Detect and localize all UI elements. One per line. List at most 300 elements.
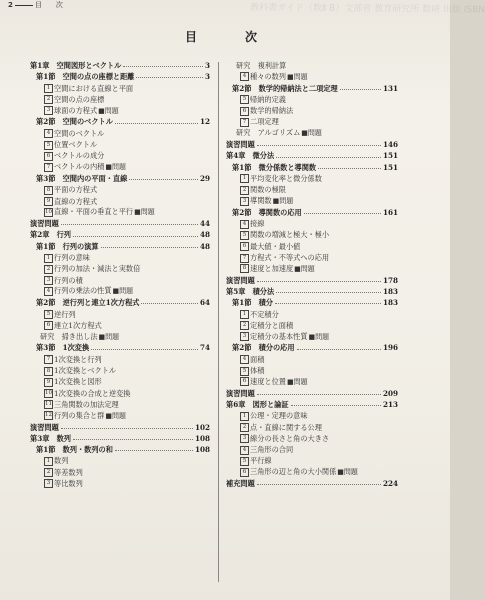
section-number-box: 8 [44, 186, 53, 195]
toc-entry-text [226, 150, 274, 161]
leader-dots [257, 394, 381, 395]
toc-entry-label: ベクトルの成分 [54, 151, 105, 161]
toc-entry-text [236, 127, 323, 139]
toc-entry-label: ベクトルの内積 [54, 162, 105, 172]
toc-entry [30, 275, 210, 286]
toc-entry-label: 等比数列 [54, 478, 83, 488]
leader-dots [129, 179, 198, 180]
toc-entry-label: 種々の数列 [250, 71, 286, 81]
leader-dots [257, 281, 381, 282]
toc-entry-text [44, 94, 104, 105]
toc-page-number: 224 [382, 478, 398, 488]
toc-entry-label: 1次変換の合成と逆変換 [54, 388, 131, 398]
toc-entry-text [236, 60, 286, 71]
toc-entry-text [226, 275, 255, 286]
toc-entry [226, 467, 398, 478]
toc-entry [226, 116, 398, 127]
toc-entry [30, 399, 210, 410]
section-number-box: 1 [44, 84, 53, 93]
toc-entry-label: 三角形の辺と角の大小関係 [250, 467, 337, 477]
toc-entry-text [44, 399, 119, 410]
toc-entry-label: 第2節 導関数の応用 [232, 207, 302, 217]
bleed-through-text: 教科書ガイド（数Ⅱ B）文部省 教育研究所 数研 出版 ISBN [250, 2, 485, 16]
toc-entry-label: 逆行列 [54, 309, 76, 319]
toc-entry-label: 速度と加速度 [250, 263, 294, 273]
toc-entry [226, 354, 398, 365]
toc-entry-text [240, 252, 329, 263]
toc-entry-text [226, 399, 289, 410]
toc-entry-text [44, 128, 104, 139]
column-divider [218, 62, 219, 582]
toc-entry [30, 263, 210, 274]
toc-entry-text [232, 342, 295, 353]
toc-entry-label: 研究 アルゴリズム [236, 128, 301, 138]
toc-page-number: 131 [382, 83, 398, 93]
toc-entry-text [36, 241, 99, 252]
toc-entry-label: 演習問題 [226, 140, 255, 150]
toc-entry [226, 241, 398, 252]
problem-marker: ■問題 [272, 197, 294, 206]
toc-entry-text [226, 478, 255, 489]
problem-marker: ■問題 [286, 72, 308, 81]
toc-entry-text [232, 162, 316, 173]
leader-dots [73, 236, 198, 237]
section-number-box: 7 [240, 254, 249, 263]
toc-entry [226, 196, 398, 207]
toc-entry [30, 467, 210, 478]
section-number-box: 4 [240, 446, 249, 455]
toc-entry [30, 309, 210, 320]
section-number-box: 5 [240, 95, 249, 104]
toc-entry [30, 252, 210, 263]
section-number-box: 8 [240, 264, 249, 273]
toc-page-number: 29 [199, 173, 210, 183]
toc-entry-label: 定積分の基本性質 [250, 331, 308, 341]
toc-entry [226, 94, 398, 105]
toc-entry-text [44, 105, 120, 117]
problem-marker: ■問題 [98, 106, 119, 115]
toc-entry-text [44, 376, 102, 387]
problem-marker: ■問題 [112, 287, 134, 296]
toc-entry [30, 354, 210, 365]
toc-entry-label: 公理・定理の意味 [250, 411, 308, 421]
section-number-box: 5 [240, 231, 249, 240]
toc-entry-label: 行列の集合と群 [54, 410, 105, 420]
toc-entry-label: 1次変換と行列 [54, 354, 102, 364]
section-number-box: 6 [44, 321, 53, 330]
section-number-box: 7 [44, 163, 53, 172]
toc-entry-label: 第1節 空間の点の座標と距離 [36, 72, 135, 82]
toc-entry [226, 297, 398, 308]
toc-entry-label: 1次変換と図形 [54, 377, 102, 387]
toc-entry-label: 空間における直線と平面 [54, 83, 134, 93]
toc-left-column [30, 60, 210, 489]
toc-entry-text [240, 422, 322, 433]
toc-entry [226, 162, 398, 173]
toc-entry-text [240, 444, 293, 455]
toc-entry-label: 関数の極限 [250, 185, 286, 195]
toc-entry-label: 三角関数の加法定理 [54, 399, 119, 409]
toc-page-number: 3 [204, 72, 210, 82]
toc-entry-label: 関数の増減と極大・極小 [250, 230, 330, 240]
toc-page-number: 74 [199, 343, 210, 353]
toc-entry [226, 433, 398, 444]
problem-marker: ■問題 [134, 208, 155, 217]
toc-entry-label: 線分の長さと角の大きさ [250, 433, 330, 443]
toc-entry-label: 第6章 図形と論証 [226, 399, 289, 409]
toc-entry-text [44, 455, 68, 466]
toc-page-number: 196 [382, 343, 398, 353]
toc-entry-text [240, 466, 359, 478]
toc-entry-text [44, 365, 116, 376]
problem-marker: ■問題 [308, 332, 330, 341]
section-number-box: 4 [240, 72, 249, 81]
toc-entry-label: 体積 [250, 366, 265, 376]
section-number-box: 5 [240, 457, 249, 466]
toc-entry-text [44, 309, 76, 320]
toc-entry [226, 399, 398, 410]
toc-entry-label: 平面の方程式 [54, 185, 98, 195]
toc-entry-text [44, 139, 97, 150]
problem-marker: ■問題 [105, 411, 126, 420]
section-number-box: 3 [44, 479, 53, 488]
toc-entry [226, 444, 398, 455]
toc-entry [30, 444, 210, 455]
toc-entry-label: 第3章 数列 [30, 433, 71, 443]
toc-entry-text [240, 71, 309, 83]
toc-page-number: 64 [199, 298, 210, 308]
toc-entry-text [240, 195, 294, 207]
toc-entry-text [232, 297, 273, 308]
toc-entry-label: 空間のベクトル [54, 128, 105, 138]
toc-page-number: 209 [382, 388, 398, 398]
toc-entry-text [240, 320, 293, 331]
toc-entry [226, 229, 398, 240]
toc-entry-text [30, 433, 71, 444]
section-number-box: 6 [240, 107, 249, 116]
toc-page-number: 146 [382, 140, 398, 150]
toc-entry-text [44, 263, 140, 274]
toc-entry [226, 376, 398, 387]
section-number-box: 5 [44, 310, 53, 319]
toc-entry-label: 平行線 [250, 456, 272, 466]
toc-entry-text [36, 342, 89, 353]
toc-entry [30, 128, 210, 139]
toc-entry-text [240, 105, 293, 116]
section-number-box: 7 [44, 355, 53, 364]
header-label: 目 次 [34, 1, 63, 9]
toc-page-number: 3 [204, 61, 210, 70]
toc-entry-text [44, 150, 104, 161]
toc-entry-text [44, 252, 90, 263]
toc-entry [226, 309, 398, 320]
problem-marker: ■問題 [294, 264, 315, 273]
toc-entry [226, 365, 398, 376]
toc-entry [226, 275, 398, 286]
toc-entry [30, 297, 210, 308]
toc-page-number: 44 [199, 219, 210, 229]
toc-entry [226, 422, 398, 433]
section-number-box: 11 [45, 401, 52, 408]
toc-entry [30, 94, 210, 105]
toc-page-number: 12 [199, 117, 210, 127]
toc-entry-label: 位置ベクトル [54, 140, 98, 150]
section-number-box: 8 [44, 367, 53, 376]
toc-entry [226, 320, 398, 331]
section-number-box: 1 [44, 457, 53, 466]
section-number-box: 7 [240, 118, 249, 127]
toc-entry-text [36, 297, 139, 308]
toc-entry-label: 第2節 積分の応用 [232, 343, 295, 353]
section-number-box: 1 [240, 174, 249, 183]
toc-entry-label: 第3節 1次変換 [36, 343, 90, 353]
toc-page-number: 161 [382, 207, 398, 217]
toc-entry-label: 研究 掃き出し法 [40, 331, 98, 341]
toc-entry-label: 第2節 数学的帰納法と二項定理 [232, 83, 338, 93]
section-number-box: 2 [44, 95, 53, 104]
toc-entry [226, 207, 398, 218]
leader-dots [115, 123, 198, 124]
toc-entry [30, 71, 210, 82]
toc-entry [30, 116, 210, 127]
toc-entry-text [44, 354, 102, 365]
section-number-box: 6 [44, 152, 53, 161]
leader-dots [275, 303, 381, 304]
problem-marker: ■問題 [337, 468, 358, 477]
toc-entry-text [44, 320, 102, 331]
toc-entry-label: 三角形の合同 [250, 445, 294, 455]
toc-entry-text [226, 388, 255, 399]
leader-dots [73, 439, 193, 440]
toc-entry [226, 388, 398, 399]
section-number-box: 3 [240, 434, 249, 443]
toc-entry-text [30, 422, 59, 433]
toc-entry-label: 最大値・最小値 [250, 241, 301, 251]
toc-entry [30, 320, 210, 331]
toc-entry-label: 帰納的定義 [250, 94, 286, 104]
toc-entry-label: 二項定理 [250, 117, 279, 127]
toc-entry-label: 行列の加法・減法と実数倍 [54, 264, 141, 274]
toc-entry-text [240, 229, 329, 240]
toc-entry-text [240, 455, 272, 466]
section-number-box: 4 [44, 129, 53, 138]
toc-entry-text [44, 184, 97, 195]
leader-dots [318, 168, 381, 169]
leader-dots [115, 450, 193, 451]
toc-entry-text [240, 116, 279, 127]
toc-entry-text [44, 478, 83, 489]
leader-dots [141, 303, 198, 304]
toc-entry-text [30, 60, 121, 71]
toc-entry [226, 71, 398, 82]
toc-entry-label: 行列の乗法の性質 [54, 286, 112, 296]
toc-entry [30, 173, 210, 184]
toc-entry [30, 60, 210, 71]
toc-entry-text [240, 94, 286, 105]
leader-dots [276, 292, 381, 293]
toc-entry-text [240, 365, 264, 376]
toc-entry-label: 演習問題 [226, 388, 255, 398]
section-number-box: 2 [44, 468, 53, 477]
toc-entry [226, 478, 398, 489]
toc-entry-label: 定積分と面積 [250, 320, 294, 330]
toc-entry-text [44, 275, 83, 286]
toc-entry-label: 等差数列 [54, 467, 83, 477]
toc-entry-text [240, 309, 279, 320]
toc-entry-label: 演習問題 [30, 422, 59, 432]
toc-entry-label: 1次変換とベクトル [54, 366, 117, 376]
toc-entry-label: 第2節 逆行列と連立1次方程式 [36, 298, 140, 308]
toc-page-number: 151 [382, 162, 398, 172]
toc-page-number: 108 [194, 433, 210, 443]
toc-entry-text [36, 116, 113, 127]
section-number-box: 2 [240, 423, 249, 432]
toc-entry [30, 331, 210, 342]
toc-entry-label: 平均変化率と微分係数 [250, 173, 322, 183]
toc-entry-label: 数列 [54, 456, 69, 466]
toc-entry [226, 150, 398, 161]
section-number-box: 9 [44, 197, 53, 206]
toc-entry [30, 83, 210, 94]
toc-entry-label: 演習問題 [226, 275, 255, 285]
toc-entry [226, 139, 398, 150]
toc-entry-text [36, 444, 113, 455]
toc-entry [226, 184, 398, 195]
toc-entry [226, 105, 398, 116]
section-number-box: 6 [240, 242, 249, 251]
toc-entry-text [30, 229, 71, 240]
toc-entry [30, 139, 210, 150]
toc-entry [30, 241, 210, 252]
toc-entry [226, 218, 398, 229]
leader-dots [304, 213, 381, 214]
section-number-box: 4 [240, 355, 249, 364]
toc-entry-text [44, 388, 130, 399]
section-number-box: 2 [44, 265, 53, 274]
toc-entry [30, 422, 210, 433]
section-number-box: 3 [44, 276, 53, 285]
toc-entry-label: 第2章 行列 [30, 230, 71, 240]
page-title: 目 次 [185, 30, 276, 44]
toc-entry [30, 433, 210, 444]
section-number-box: 9 [44, 378, 53, 387]
toc-entry [226, 263, 398, 274]
section-number-box: 1 [240, 310, 249, 319]
toc-entry-text [226, 286, 274, 297]
leader-dots [101, 247, 198, 248]
problem-marker: ■問題 [105, 163, 126, 172]
section-number-box: 3 [44, 106, 53, 115]
toc-entry [30, 455, 210, 466]
toc-entry-label: 第3節 空間内の平面・直線 [36, 173, 128, 183]
toc-entry-text [44, 285, 134, 297]
toc-entry-text [240, 433, 329, 444]
toc-entry-label: 球面の方程式 [54, 105, 98, 115]
toc-page-number: 151 [382, 151, 398, 161]
toc-entry [30, 376, 210, 387]
toc-entry-text [44, 83, 133, 94]
toc-entry-text [30, 218, 59, 229]
toc-entry [30, 105, 210, 116]
toc-page-number: 108 [194, 445, 210, 455]
leader-dots [340, 89, 381, 90]
toc-entry-text [240, 173, 322, 184]
toc-entry [30, 207, 210, 218]
toc-entry-label: 点・直線に関する公理 [250, 422, 322, 432]
toc-entry-text [240, 410, 308, 421]
toc-entry-label: 導関数 [250, 196, 272, 206]
toc-page-number: 102 [194, 422, 210, 432]
toc-entry-label: 第1節 行列の演算 [36, 241, 99, 251]
toc-entry-text [232, 207, 302, 218]
toc-entry-label: 第1節 微分係数と導関数 [232, 162, 317, 172]
leader-dots [257, 145, 381, 146]
section-number-box: 2 [240, 186, 249, 195]
leader-dots [291, 405, 381, 406]
toc-entry-label: 連立1次方程式 [54, 320, 102, 330]
section-number-box: 4 [44, 287, 53, 296]
section-number-box: 12 [45, 412, 52, 419]
toc-entry-text [232, 83, 338, 94]
toc-entry [30, 184, 210, 195]
toc-entry-text [240, 376, 309, 388]
toc-entry [226, 342, 398, 353]
section-number-box: 10 [45, 208, 52, 215]
toc-entry-label: 速度と位置 [250, 376, 286, 386]
toc-entry [226, 128, 398, 139]
toc-entry [30, 342, 210, 353]
toc-entry [30, 218, 210, 229]
toc-entry [30, 410, 210, 421]
toc-entry-label: 数学的帰納法 [250, 106, 294, 116]
toc-page-number: 183 [382, 298, 398, 308]
toc-entry-label: 第1節 積分 [232, 298, 273, 308]
leader-dots [276, 157, 381, 158]
problem-marker: ■問題 [286, 377, 308, 386]
toc-entry-label: 直線の方程式 [54, 196, 98, 206]
toc-entry-label: 不定積分 [250, 309, 279, 319]
toc-entry [30, 229, 210, 240]
page-header [8, 0, 128, 10]
toc-entry [30, 196, 210, 207]
toc-entry-label: 直線・平面の垂直と平行 [54, 207, 134, 217]
toc-entry-label: 第1節 数列・数列の和 [36, 445, 113, 455]
section-number-box: 1 [44, 254, 53, 263]
toc-entry-text [36, 71, 134, 82]
toc-page-number: 48 [199, 241, 210, 251]
toc-entry-label: 行列の意味 [54, 253, 90, 263]
toc-entry-label: 第4章 微分法 [226, 151, 275, 161]
toc-entry-label: 方程式・不等式への応用 [250, 253, 330, 263]
section-number-box: 5 [240, 367, 249, 376]
toc-entry-label: 研究 複利計算 [236, 61, 287, 70]
toc-entry-text [44, 206, 156, 218]
toc-entry-label: 第5章 積分法 [226, 286, 275, 296]
toc-entry [30, 286, 210, 297]
toc-entry-text [240, 354, 264, 365]
leader-dots [61, 224, 198, 225]
toc-entry-label: 第1章 空間図形とベクトル [30, 61, 122, 70]
toc-entry-text [40, 331, 120, 343]
page-number: 2 [8, 1, 13, 9]
leader-dots [123, 66, 203, 67]
toc-entry [30, 162, 210, 173]
toc-entry-text [36, 173, 127, 184]
toc-entry-text [226, 139, 255, 150]
toc-page-number: 183 [382, 286, 398, 296]
section-number-box: 2 [240, 321, 249, 330]
section-number-box: 3 [240, 197, 249, 206]
